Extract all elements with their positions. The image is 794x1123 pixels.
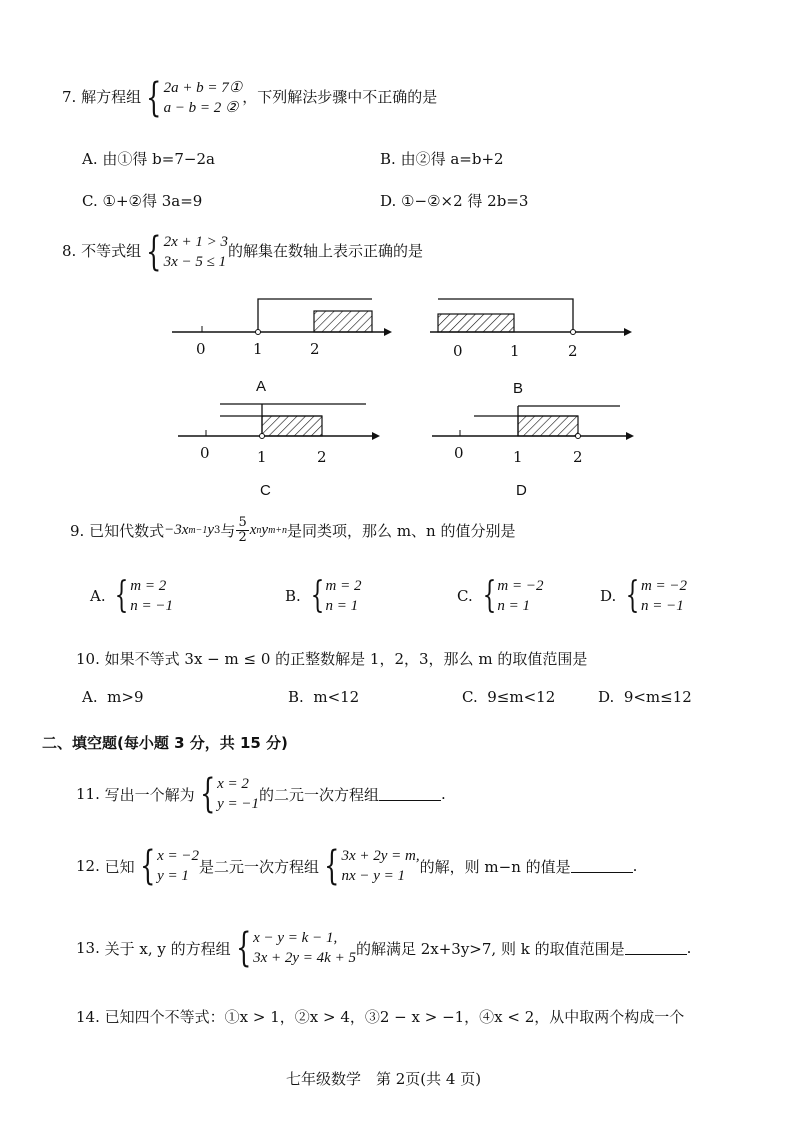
section-title: 二、填空题(每小题 3 分，共 15 分): [42, 734, 288, 752]
q9-option-b[interactable]: B. { m = 2 n = 1: [285, 575, 362, 616]
tick-c-2: 2: [317, 448, 327, 466]
q7-option-c[interactable]: C. ①+②得 3a=9: [82, 192, 203, 210]
figure-label-a: A: [256, 378, 267, 395]
number-line-d[interactable]: [432, 406, 634, 440]
q13-answer-blank[interactable]: [625, 942, 687, 955]
q9-option-c[interactable]: C. { m = −2 n = 1: [457, 575, 544, 616]
q9-stem: 9. 已知代数式 −3x m−1 y 3 与 $\frac{5}{2}$ x n y m+n 是同类项，那么 m、n 的值分别是: [70, 515, 516, 545]
q13-stem: 13. 关于 x, y 的方程组 { x − y = k − 1, 3x + 2y = 4k + 5 的解满足 2x+3y>7, 则 k 的取值范围是 .: [76, 925, 692, 971]
tick-b-1: 1: [510, 342, 520, 360]
q10-option-a[interactable]: A. m>9: [82, 688, 144, 706]
q9-option-a[interactable]: A. { m = 2 n = −1: [90, 575, 174, 616]
tick-a-2: 2: [310, 340, 320, 358]
q9-option-d[interactable]: D. { m = −2 n = −1: [600, 575, 688, 616]
q7-option-d[interactable]: D. ①−②×2 得 2b=3: [380, 192, 529, 210]
q10-option-c[interactable]: C. 9≤m<12: [462, 688, 556, 706]
number-line-c[interactable]: [178, 404, 380, 440]
tick-a-0: 0: [196, 340, 206, 358]
tick-c-0: 0: [200, 444, 210, 462]
q8-number-lines: [0, 0, 794, 520]
tick-d-2: 2: [573, 448, 583, 466]
q8-eq1: 2x + 1 > 3: [163, 234, 228, 250]
page-footer: 七年级数学 第 2页(共 4 页): [286, 1070, 482, 1088]
tick-b-2: 2: [568, 342, 578, 360]
q7-stem: 7. 解方程组 { 2a + b = 7① a − b = 2 ② ，下列解法步骤中不正确的是: [62, 75, 438, 121]
q10-option-d[interactable]: D. 9<m≤12: [598, 688, 692, 706]
figure-label-b: B: [513, 380, 524, 397]
q7-option-b[interactable]: B. 由②得 a=b+2: [380, 150, 504, 168]
figure-label-d: D: [516, 482, 527, 499]
q7-option-a[interactable]: A. 由①得 b=7−2a: [82, 150, 215, 168]
tick-b-0: 0: [453, 342, 463, 360]
q7-eq2: a − b = 2 ②: [163, 100, 239, 116]
tick-c-1: 1: [257, 448, 267, 466]
number-line-a[interactable]: [172, 299, 392, 336]
q11-stem: 11. 写出一个解为 { x = 2 y = −1 的二元一次方程组 .: [76, 771, 446, 817]
number-line-b[interactable]: [430, 299, 632, 336]
q12-stem: 12. 已知 { x = −2 y = 1 是二元一次方程组 { 3x + 2y = m, nx − y = 1 的解，则 m−n 的值是 .: [76, 843, 638, 889]
q12-answer-blank[interactable]: [571, 860, 633, 873]
tick-d-0: 0: [454, 444, 464, 462]
q8-stem: 8. 不等式组 { 2x + 1 > 3 3x − 5 ≤ 1 的解集在数轴上表示正确的是: [62, 229, 423, 275]
tick-d-1: 1: [513, 448, 523, 466]
q10-option-b[interactable]: B. m<12: [288, 688, 360, 706]
figure-label-c: C: [260, 482, 271, 499]
q8-eq2: 3x − 5 ≤ 1: [163, 254, 227, 270]
q7-eq1: 2a + b = 7①: [163, 80, 243, 96]
q11-answer-blank[interactable]: [379, 788, 441, 801]
tick-a-1: 1: [253, 340, 263, 358]
q10-stem: 10. 如果不等式 3x − m ≤ 0 的正整数解是 1，2，3，那么 m 的取值范围是: [76, 650, 588, 668]
q14-stem: 14. 已知四个不等式：①x > 1，②x > 4，③2 − x > −1，④x < 2，从中取两个构成一个: [76, 1008, 685, 1026]
